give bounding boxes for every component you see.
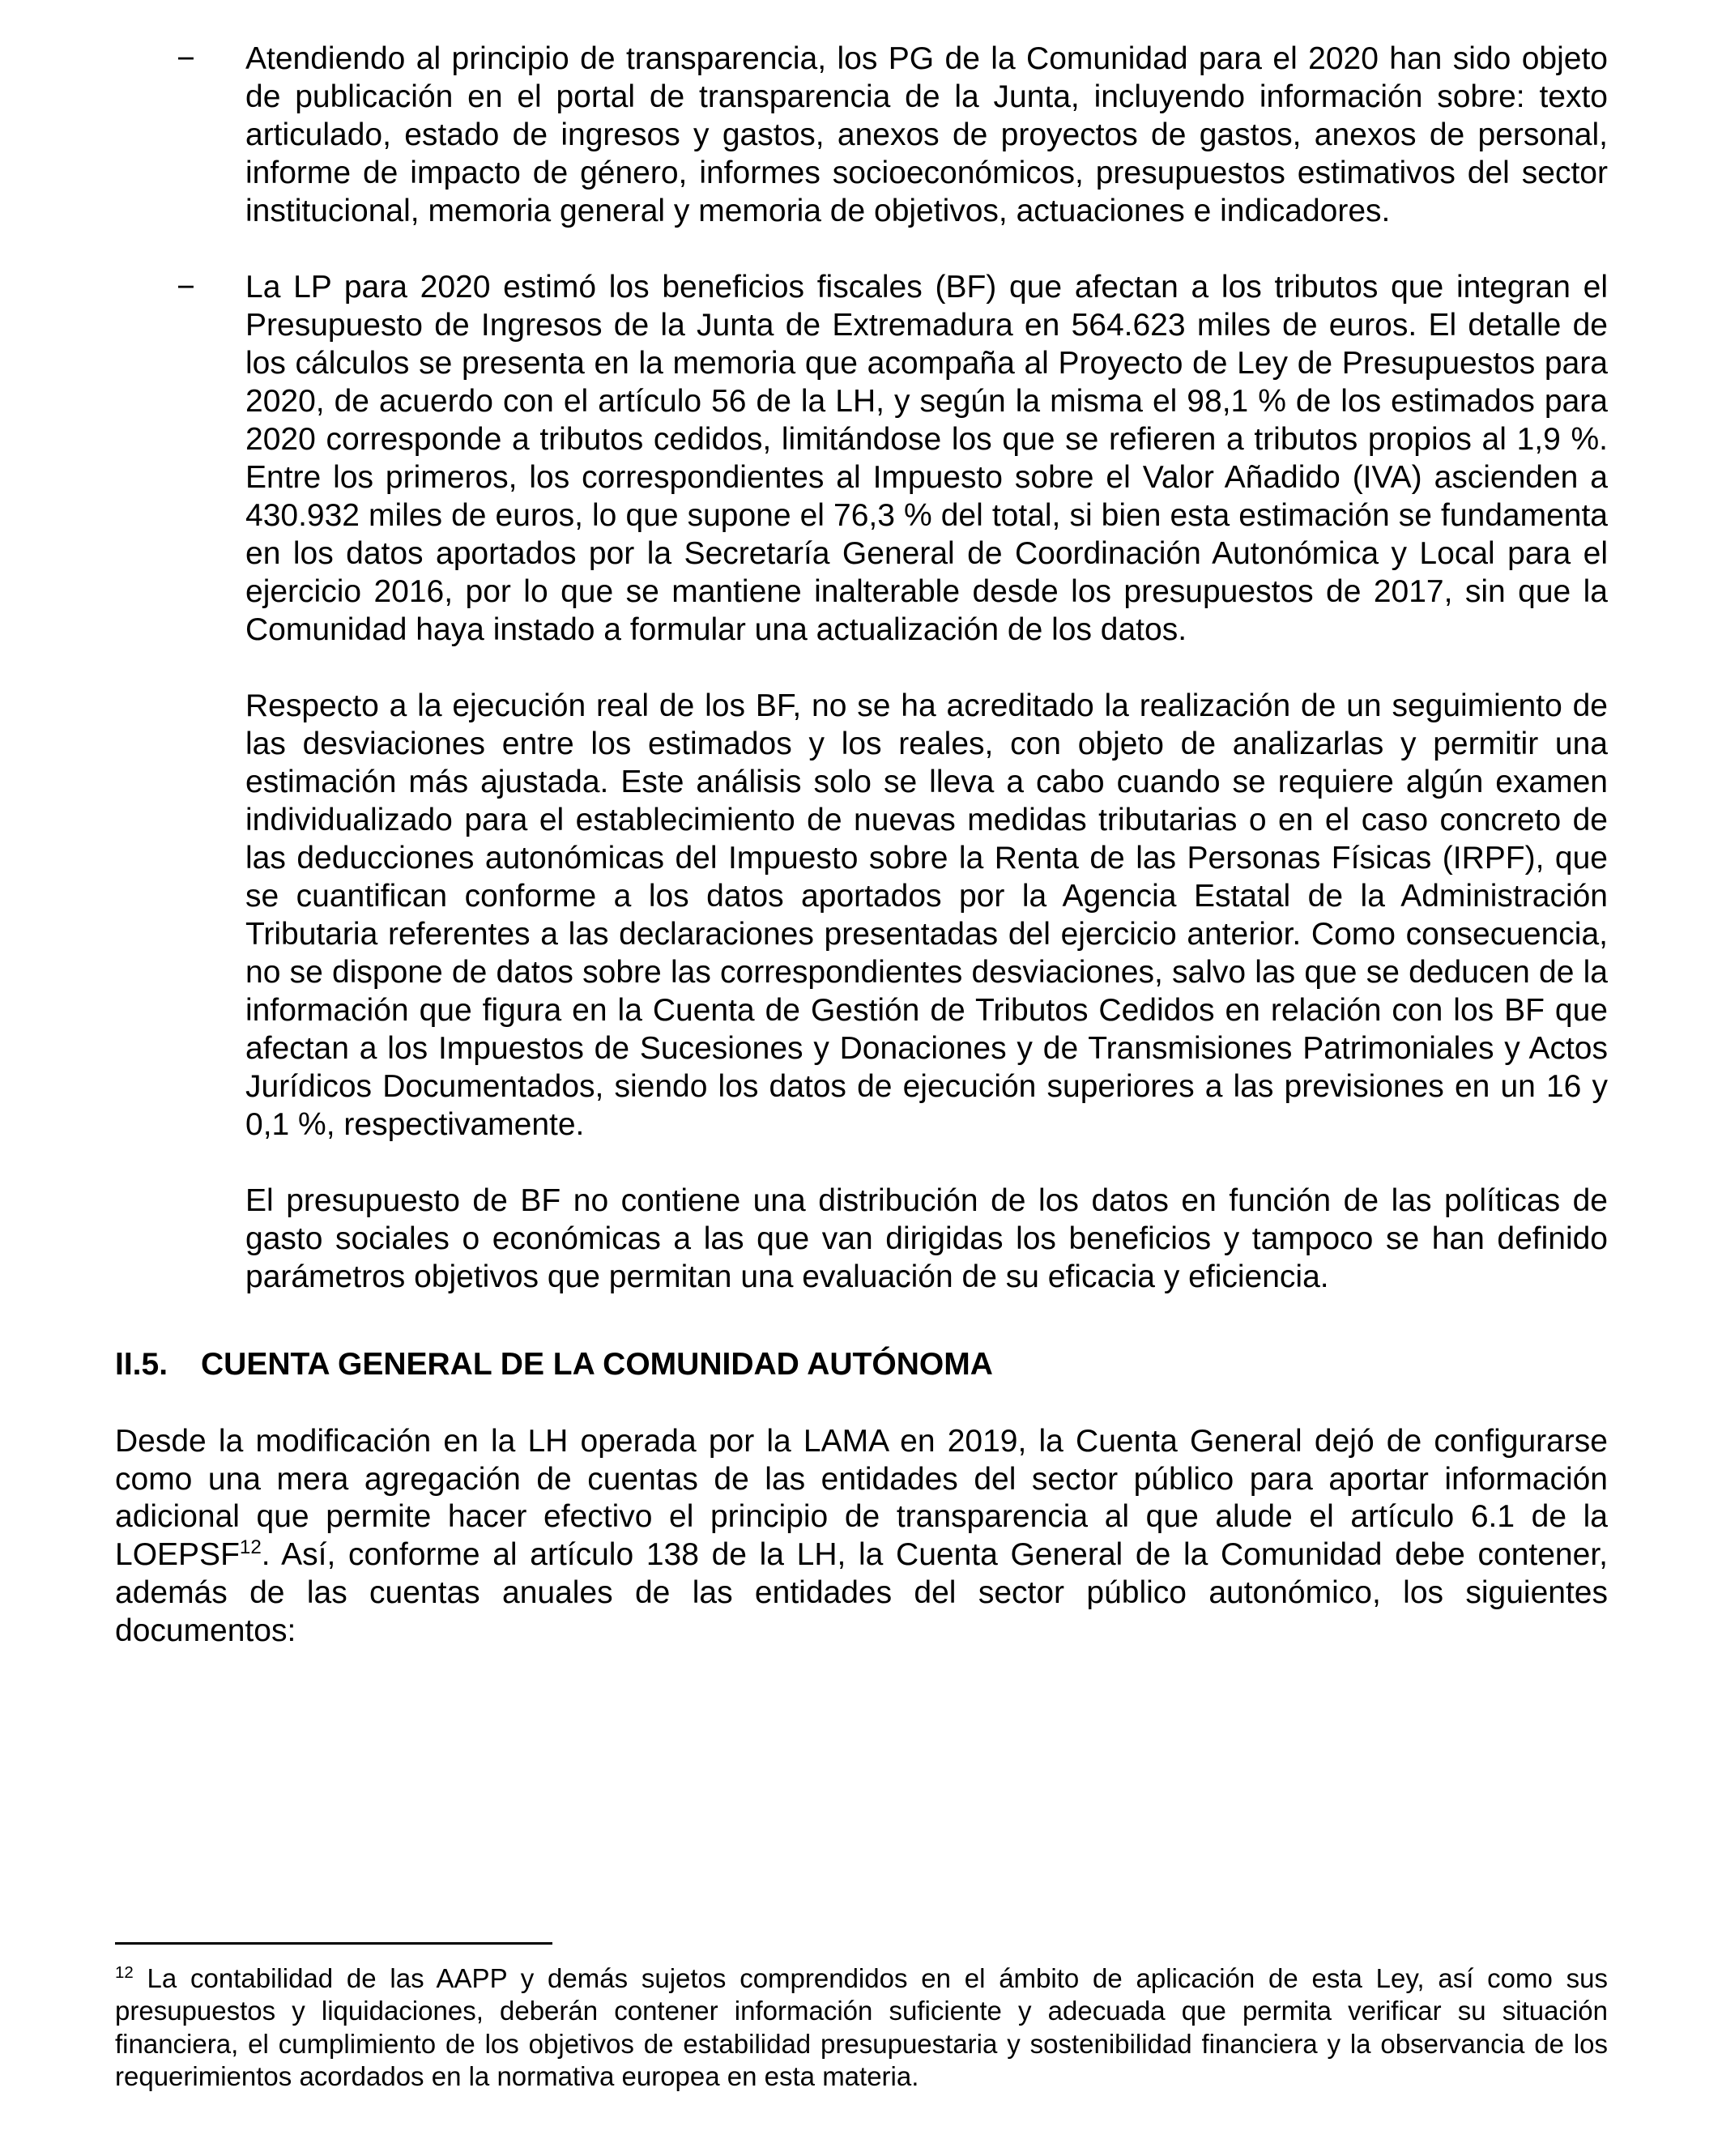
list-item (115, 40, 1608, 231)
bullet-marker: − (177, 269, 195, 305)
paragraph-text: La LP para 2020 estimó los beneficios fiscales (BF) que afectan a los tributos que integran el Presupuesto de Ingresos de la Junta de Extremadura en 564.623 miles de euros. El detalle de los cálculos se presenta en la memoria que acompaña al Proyecto de Ley de Presupuestos para 2020, de acuerdo con el artículo 56 de la LH, y según la misma el 98,1 % de los estimados para 2020 corresponde a tributos cedidos, limitándose los que se refieren a tributos propios al 1,9 %. Entre los primeros, los correspondientes al Impuesto sobre el Valor Añadido (IVA) ascienden a 430.932 miles de euros, lo que supone el 76,3 % del total, si bien esta estimación se fundamenta en los datos aportados por la Secretaría General de Coordinación Autonómica y Local para el ejercicio 2016, por lo que se mantiene inalterable desde los presupuestos de 2017, sin que la Comunidad haya instado a formular una actualización de los datos. (245, 269, 1608, 647)
footnote-block (115, 1942, 1608, 2093)
bullet-marker: − (177, 41, 195, 76)
body-paragraph (115, 1423, 1608, 1651)
section-number: II.5. (115, 1346, 168, 1382)
paragraph-text: Atendiendo al principio de transparencia, los PG de la Comunidad para el 2020 han sido objeto de publicación en el portal de transparencia de la Junta, incluyendo información sobre: texto articulado, estado de ingresos y gastos, anexos de proyectos de gastos, anexos de personal, informe de impacto de género, informes socioeconómicos, presupuestos estimativos del sector institucional, memoria general y memoria de objetivos, actuaciones e indicadores. (245, 41, 1608, 228)
section-title: CUENTA GENERAL DE LA COMUNIDAD AUTÓNOMA (201, 1346, 993, 1382)
footnote-marker: 12 (115, 1963, 134, 1982)
footnote (115, 1962, 1608, 2093)
body-paragraph-text: Desde la modificación en la LH operada por la LAMA en 2019, la Cuenta General dejó de configurarse como una mera agregación de cuentas de las entidades del sector público para aportar información adicional que permite hacer efectivo el principio de transparencia al que alude el artículo 6.1 de la LOEPSF (115, 1423, 1608, 1573)
footnote-separator (115, 1942, 552, 1945)
body-paragraph-text: . Así, conforme al artículo 138 de la LH, la Cuenta General de la Comunidad debe contener, además de las cuentas anuales de las entidades del sector público autonómico, los siguientes documentos: (115, 1537, 1608, 1649)
sub-paragraph: Respecto a la ejecución real de los BF, no se ha acreditado la realización de un seguimiento de las desviaciones entre los estimados y los reales, con objeto de analizarlas y permitir una estimación más ajustada. Este análisis solo se lleva a cabo cuando se requiere algún examen individualizado para el establecimiento de nuevas medidas tributarias o en el caso concreto de las deducciones autonómicas del Impuesto sobre la Renta de las Personas Físicas (IRPF), que se cuantifican conforme a los datos aportados por la Agencia Estatal de la Administración Tributaria referentes a las declaraciones presentadas del ejercicio anterior. Como consecuencia, no se dispone de datos sobre las correspondientes desviaciones, salvo las que se deducen de la información que figura en la Cuenta de Gestión de Tributos Cedidos en relación con los BF que afectan a los Impuestos de Sucesiones y Donaciones y de Transmisiones Patrimoniales y Actos Jurídicos Documentados, siendo los datos de ejecución superiores a las previsiones en un 16 y 0,1 %, respectivamente. (245, 688, 1608, 1142)
footnote-reference: 12 (239, 1536, 262, 1559)
list-item (115, 269, 1608, 650)
sub-paragraph: El presupuesto de BF no contiene una distribución de los datos en función de las políticas de gasto sociales o económicas a las que van dirigidas los beneficios y tampoco se han definido parámetros objetivos que permitan una evaluación de su eficacia y eficiencia. (245, 1182, 1608, 1294)
footnote-text: La contabilidad de las AAPP y demás sujetos comprendidos en el ámbito de aplicación de esta Ley, así como sus presupuestos y liquidaciones, deberán contener información suficiente y adecuada que permita verificar su situación financiera, el cumplimiento de los objetivos de estabilidad presupuestaria y sostenibilidad financiera y la observancia de los requerimientos acordados en la normativa europea en esta materia. (115, 1963, 1608, 2091)
section-heading (115, 1346, 1608, 1384)
